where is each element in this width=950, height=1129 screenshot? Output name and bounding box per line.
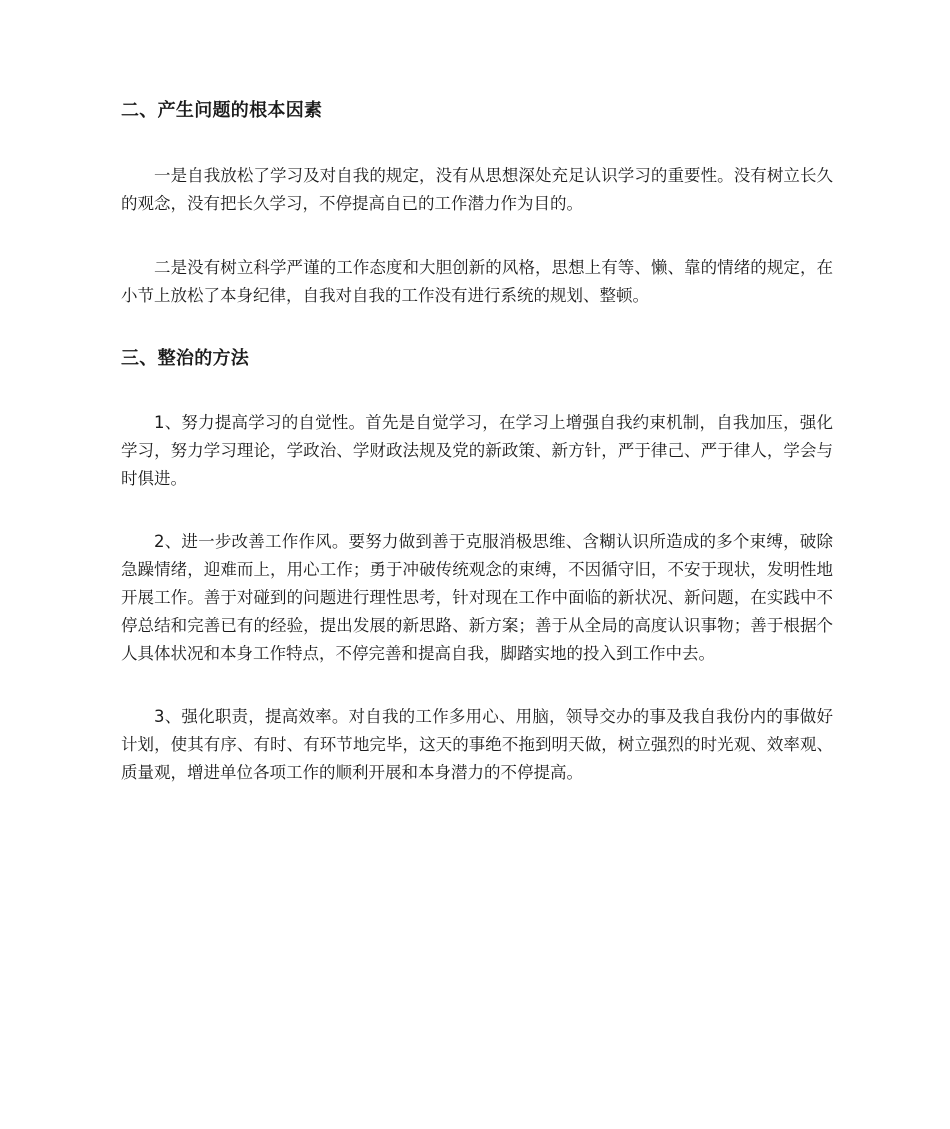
paragraph-method-2: 2、进一步改善工作作风。要努力做到善于克服消极思维、含糊认识所造成的多个束缚，破除急躁情绪，迎难而上，用心工作；勇于冲破传统观念的束缚，不因循守旧，不安于现状，发明性地开展工作。善于对碰到的问题进行理性思考，针对现在工作中面临的新状况、新问题，在实践中不停总结和完善已有的经验，提出发展的新思路、新方案；善于从全局的高度认识事物；善于根据个人具体状况和本身工作特点，不停完善和提高自我，脚踏实地的投入到工作中去。: [121, 532, 833, 663]
paragraph-cause-2: 二是没有树立科学严谨的工作态度和大胆创新的风格，思想上有等、懒、靠的情绪的规定，在小节上放松了本身纪律，自我对自我的工作没有进行系统的规划、整顿。: [121, 258, 833, 305]
section-heading-root-causes: 二、产生问题的根本因素: [121, 100, 323, 121]
section-heading-methods: 三、整治的方法: [121, 348, 250, 369]
paragraph-cause-1: 一是自我放松了学习及对自我的规定，没有从思想深处充足认识学习的重要性。没有树立长久的观念，没有把长久学习，不停提高自已的工作潜力作为目的。: [121, 166, 833, 213]
paragraph-method-1: 1、努力提高学习的自觉性。首先是自觉学习，在学习上增强自我约束机制，自我加压，强化学习，努力学习理论，学政治、学财政法规及党的新政策、新方针，严于律己、严于律人，学会与时俱进。: [121, 413, 833, 488]
document-page: [121, 96, 833, 787]
paragraph-method-3: 3、强化职责，提高效率。对自我的工作多用心、用脑，领导交办的事及我自我份内的事做好计划，使其有序、有时、有环节地完毕，这天的事绝不拖到明天做，树立强烈的时光观、效率观、质量观，增进单位各项工作的顺利开展和本身潜力的不停提高。: [121, 707, 833, 782]
